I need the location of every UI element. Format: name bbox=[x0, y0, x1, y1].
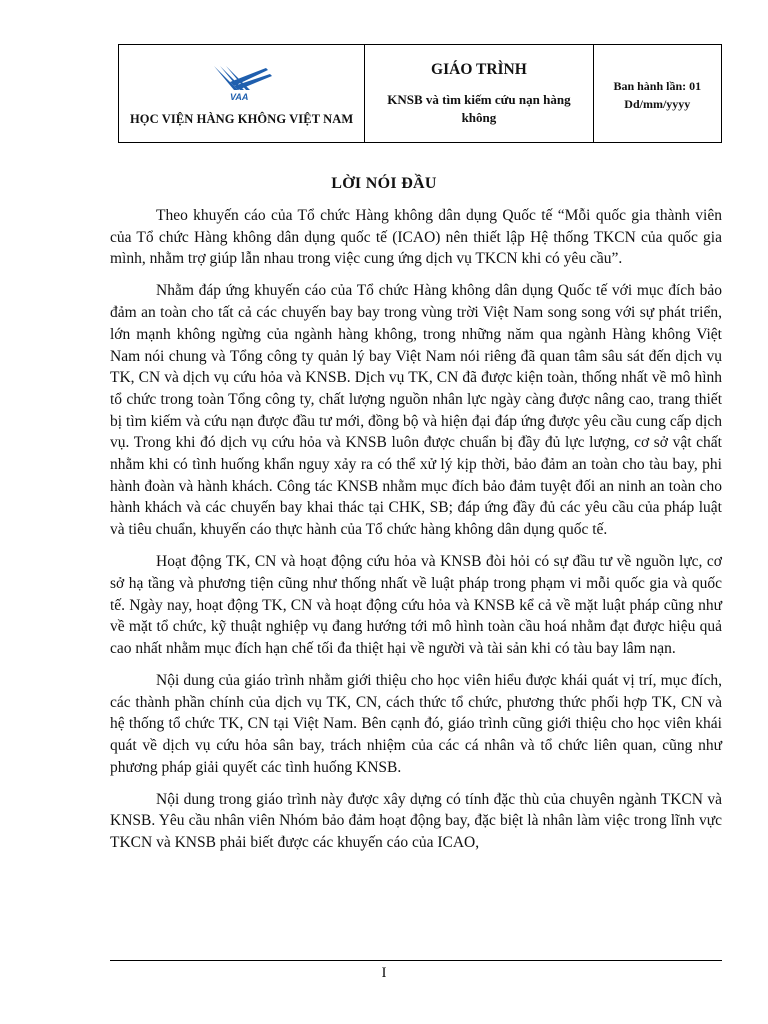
document-header bbox=[118, 44, 722, 143]
footer-divider bbox=[110, 960, 722, 961]
body-text bbox=[110, 205, 722, 864]
header-logo-cell bbox=[119, 45, 365, 143]
paragraph: Hoạt động TK, CN và hoạt động cứu hỏa và KNSB đòi hỏi có sự đầu tư về nguồn lực, cơ sở hạ tầng và phương tiện cũng như thống nhất về luật pháp trong phạm vi mỗi quốc gia và quốc tế. Ngày nay, hoạt động TK, CN và hoạt động cứu hỏa và KNSB kể cả về mặt luật pháp cũng như về mặt tổ chức, kỹ thuật nghiệp vụ đang hướng tới mô hình toàn cầu hoá nhằm đạt được hiệu quả cao nhất nhằm mục đích hạn chế tối đa thiệt hại về người và tài sản khi có tàu bay lâm nạn. bbox=[110, 553, 722, 657]
paragraph: Nội dung trong giáo trình này được xây dựng có tính đặc thù của chuyên ngành TKCN và KNSB. Yêu cầu nhân viên Nhóm bảo đảm hoạt động bay, đặc biệt là nhân làm việc trong lĩnh vực TKCN và KNSB phải biết được các khuyến cáo của ICAO, bbox=[110, 790, 722, 852]
paragraph: Theo khuyến cáo của Tổ chức Hàng không dân dụng Quốc tế “Mỗi quốc gia thành viên của Tổ chức Hàng không dân dụng quốc tế (ICAO) nên thiết lập Hệ thống TKCN của quốc gia mình, nhằm trợ giúp lẫn nhau trong việc cung ứng dịch vụ TKCN khi có yêu cầu”. bbox=[110, 207, 722, 268]
organization-name: HỌC VIỆN HÀNG KHÔNG VIỆT NAM bbox=[129, 112, 354, 126]
header-issue-cell bbox=[593, 45, 721, 143]
vaa-logo-icon bbox=[208, 60, 276, 102]
issue-date: Dd/mm/yyyy bbox=[624, 97, 691, 111]
document-type: GIÁO TRÌNH bbox=[431, 60, 527, 78]
issue-label: Ban hành lần: 01 bbox=[613, 79, 702, 93]
page-number: I bbox=[381, 965, 387, 981]
paragraph: Nội dung của giáo trình nhằm giới thiệu cho học viên hiểu được khái quát vị trí, mục đích, các thành phần chính của dịch vụ TK, CN, cách thức tổ chức, phương thức phối hợp TK, CN và hệ thống tổ chức TK, CN tại Việt Nam. Bên cạnh đó, giáo trình cũng giới thiệu cho học viên khái quát về dịch vụ cứu hỏa sân bay, trách nhiệm của các cá nhân và tổ chức liên quan, cũng như phương pháp giải quyết các tình huống KNSB. bbox=[110, 671, 722, 776]
header-title-cell bbox=[365, 45, 593, 143]
page-title: LỜI NÓI ĐẦU bbox=[331, 175, 437, 192]
document-title: KNSB và tìm kiếm cứu nạn hàng không bbox=[387, 91, 571, 125]
logo-text: VAA bbox=[229, 92, 248, 102]
paragraph: Nhằm đáp ứng khuyến cáo của Tổ chức Hàng không dân dụng Quốc tế với mục đích bảo đảm an toàn cho tất cả các chuyến bay bay trong vùng trời Việt Nam song song với sự phát triển, lớn mạnh không ngừng của ngành hàng không, trong những năm qua ngành Hàng không Việt Nam nói chung và Tổng công ty quản lý bay Việt Nam nói riêng đã quan tâm sâu sát đến dịch vụ TK, CN và dịch vụ cứu hỏa và KNSB. Dịch vụ TK, CN đã được kiện toàn, thống nhất về mô hình tổ chức trong toàn Tổng công ty, chất lượng nguồn nhân lực ngày càng được nâng cao, trang thiết bị tìm kiếm và cứu nạn được đầu tư mới, đồng bộ và hiện đại đáp ứng được yêu cầu cung cấp dịch vụ. Trong khi đó dịch vụ cứu hỏa và KNSB luôn được chuẩn bị đầy đủ lực lượng, cơ sở vật chất nhằm khi có tình huống khẩn nguy xảy ra có thể xử lý kịp thời, bảo đảm an toàn cho tàu bay, phi hành đoàn và hành khách. Công tác KNSB nhằm mục đích bảo đảm tuyệt đối an ninh an toàn cho hành khách và các chuyến bay khai thác tại CHK, SB; đáp ứng đầy đủ các yêu cầu của pháp luật và tiêu chuẩn, khuyến cáo thực hành của Tổ chức hàng không dân dụng quốc tế. bbox=[110, 282, 722, 539]
